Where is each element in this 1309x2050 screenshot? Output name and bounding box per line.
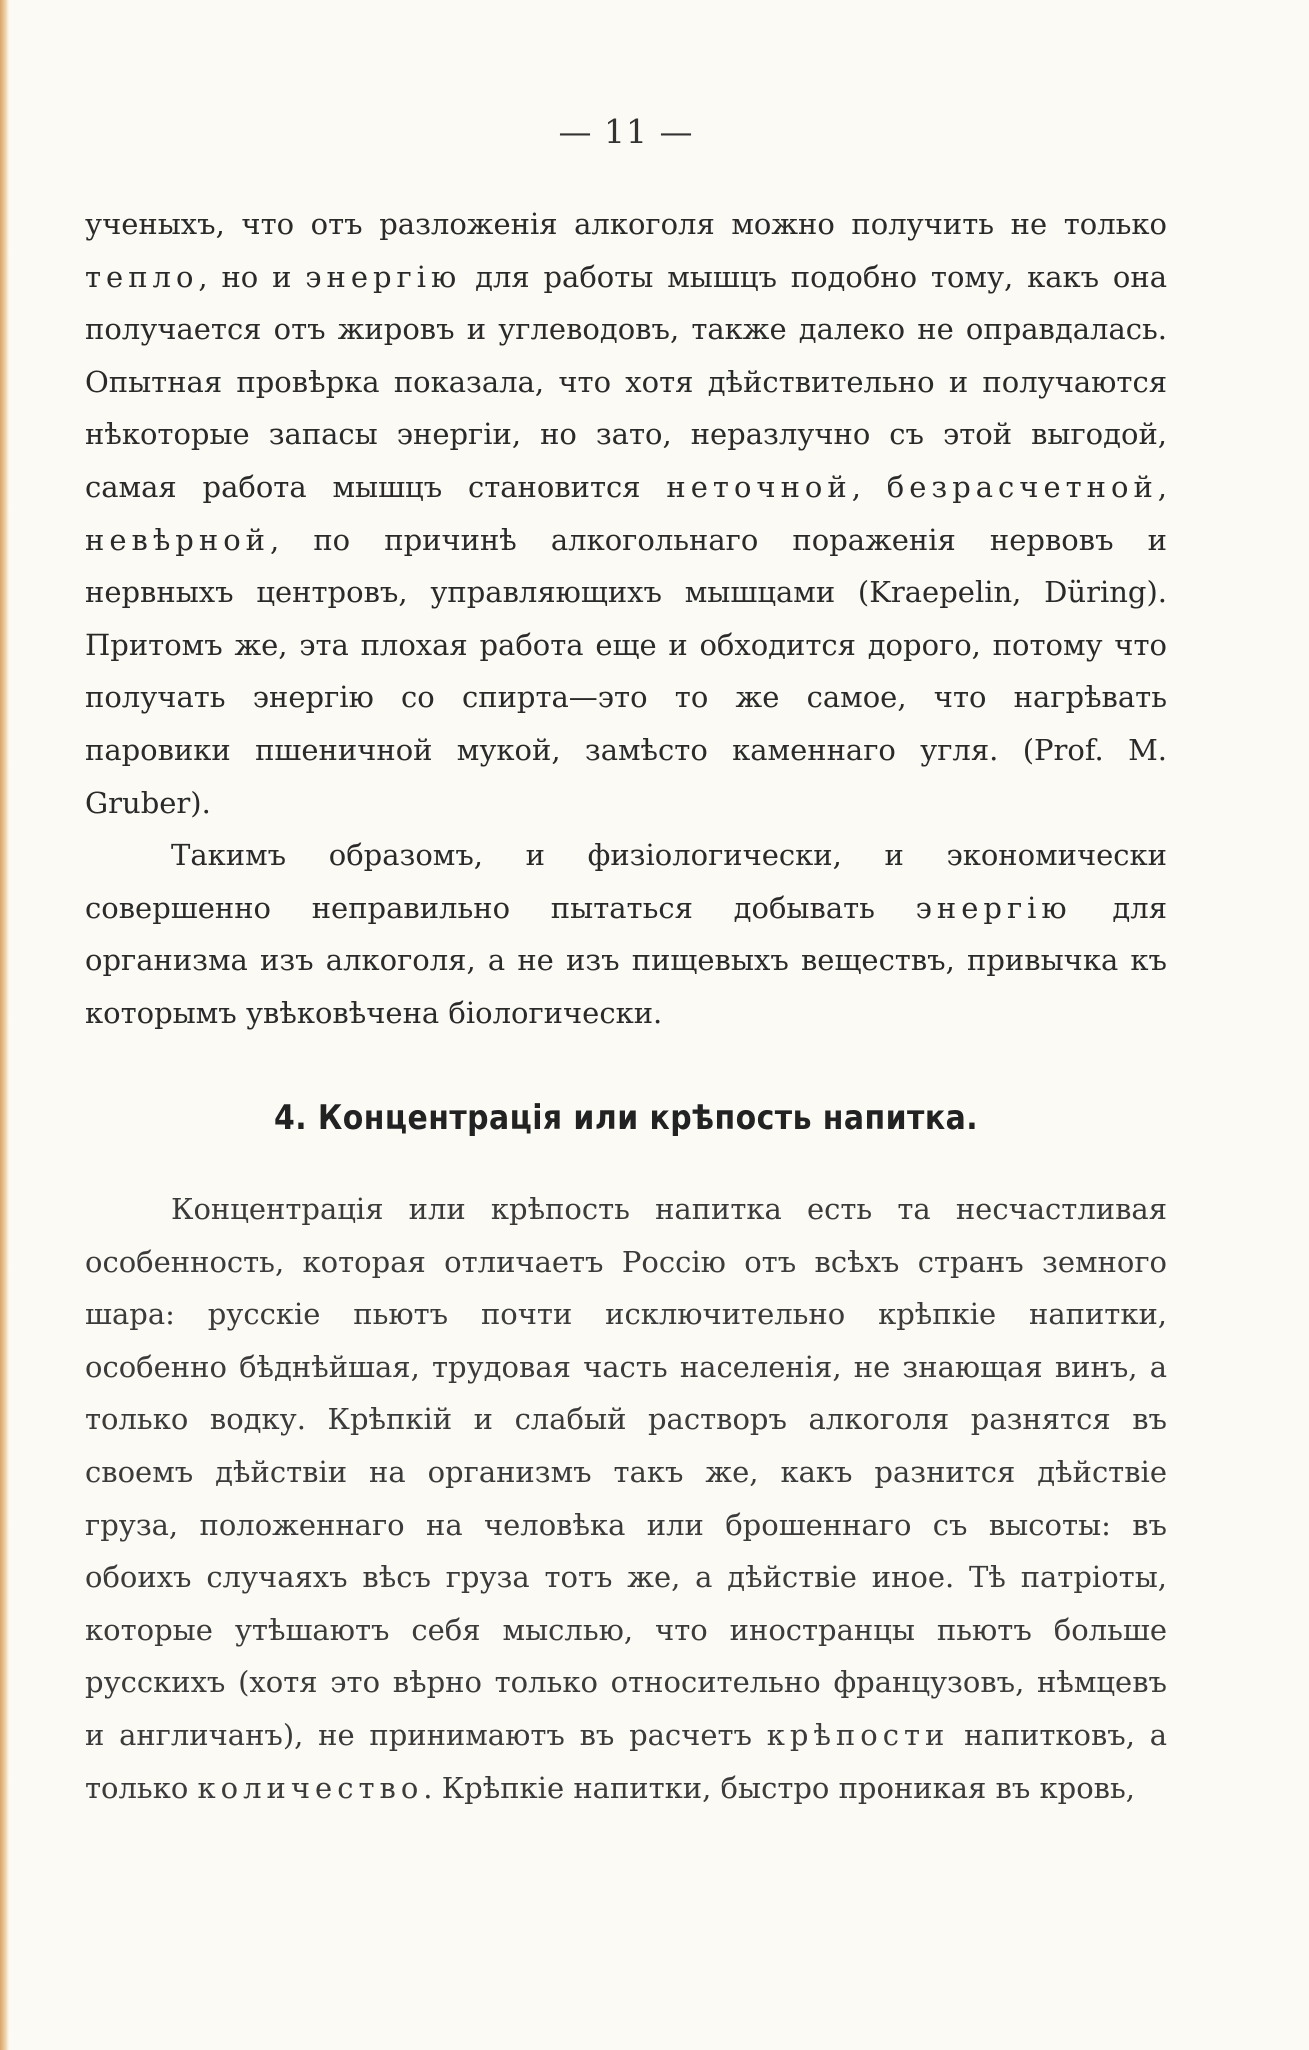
emphasized-word: неточной — [666, 469, 852, 504]
section-heading: 4. Концентрація или крѣпость напитка. — [273, 1098, 979, 1138]
paragraph — [85, 1183, 1167, 1814]
emphasized-word: невѣрной — [85, 522, 270, 557]
text-run: , — [1157, 469, 1168, 504]
page-number: — 11 — — [558, 112, 694, 151]
text-run: , по причинѣ алкогольнаго пораженія нервовъ и нервныхъ центровъ, управляющихъ мышцами (Kraepelin, Düring). Притомъ же, эта плохая работа еще и обходится дорого, потому что получать энергію со спирта—это то же самое, что нагрѣвать паровики пшеничной мукой, замѣсто каменнаго угля. (Prof. M. Gruber). — [85, 522, 1167, 820]
emphasized-word: энергію — [915, 890, 1072, 925]
emphasized-word: крѣпости — [766, 1717, 950, 1752]
text-block-top — [85, 198, 1167, 1040]
emphasized-word: энергію — [305, 259, 462, 294]
paragraph — [85, 198, 1167, 829]
emphasized-word: количество — [197, 1770, 424, 1805]
text-run: для организма изъ алкоголя, а не изъ пищевыхъ веществъ, привычка къ которымъ увѣковѣчена біологически. — [85, 890, 1167, 1030]
text-run: для работы мышцъ подобно тому, какъ она получается отъ жировъ и углеводовъ, также далеко не оправдалась. Опытная провѣрка показала, что хотя дѣйствительно и получаются нѣкоторые запасы энергіи, но зато, неразлучно съ этой выгодой, самая работа мышцъ становится — [85, 259, 1167, 504]
text-block-bottom — [85, 1183, 1167, 1814]
text-run: напитковъ, а только — [85, 1717, 1168, 1805]
text-run: ученыхъ, что отъ разложенія алкоголя можно получить не только — [85, 207, 1167, 241]
text-run: , но и — [198, 259, 306, 294]
page-edge — [0, 0, 9, 2050]
book-page — [85, 0, 1167, 2050]
text-run: Такимъ образомъ, и физіологически, и экономически совершенно неправильно пытаться добывать — [85, 838, 1167, 925]
emphasized-word: тепло — [85, 259, 199, 294]
paragraph — [85, 829, 1167, 1039]
text-run: . Крѣпкіе напитки, быстро проникая въ кровь, — [423, 1770, 1136, 1805]
emphasized-word: безрасчетной — [886, 469, 1158, 504]
text-run: Концентрація или крѣпость напитка есть та несчастливая особенность, которая отличаетъ Россію отъ всѣхъ странъ земного шара: русскіе пьютъ почти исключительно крѣпкіе напитки, особенно бѣднѣйшая, трудовая часть населенія, не знающая винъ, а только водку. Крѣпкій и слабый растворъ алкоголя разнятся въ своемъ дѣйствіи на организмъ такъ же, какъ разнится дѣйствіе груза, положеннаго на человѣка или брошеннаго съ высоты: въ обоихъ случаяхъ вѣсъ груза тотъ же, а дѣйствіе иное. Тѣ патріоты, которые утѣшаютъ себя мыслью, что иностранцы пьютъ больше русскихъ (хотя это вѣрно только относительно французовъ, нѣмцевъ и англичанъ), не принимаютъ въ расчетъ — [85, 1192, 1167, 1752]
text-run: , — [851, 469, 887, 504]
